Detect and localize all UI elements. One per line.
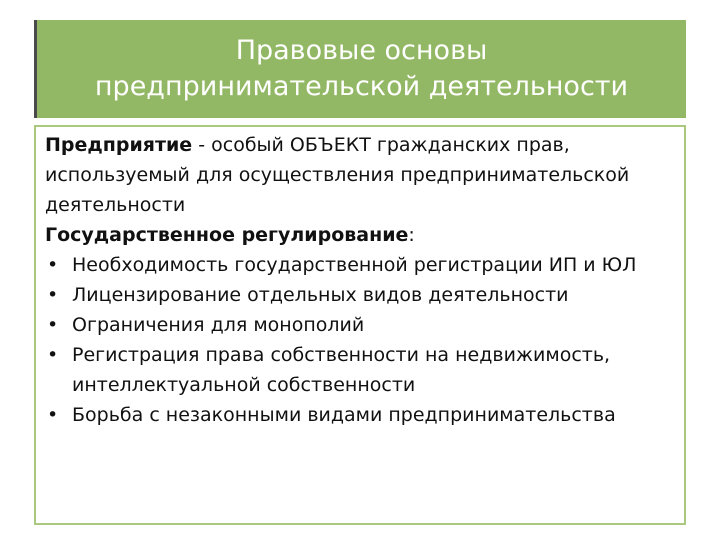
bullet-icon: • (47, 254, 59, 276)
list-item (45, 280, 675, 310)
list-item-text: Регистрация права собственности на недвижимость, интеллектуальной собственности (72, 344, 611, 396)
regulation-heading-text: Государственное регулирование (45, 224, 409, 246)
title-banner (34, 20, 686, 118)
content-box (34, 125, 686, 525)
list-item-text: Лицензирование отдельных видов деятельности (72, 284, 569, 306)
bullet-icon: • (47, 284, 59, 306)
regulation-list (45, 250, 675, 430)
bullet-icon: • (47, 314, 59, 336)
list-item-text: Борьба с незаконными видами предпринимательства (72, 404, 616, 426)
definition-paragraph (45, 130, 675, 220)
list-item (45, 310, 675, 340)
list-item-text: Необходимость государственной регистрации ИП и ЮЛ (72, 254, 637, 276)
definition-term: Предприятие (45, 134, 193, 156)
bullet-icon: • (47, 404, 59, 426)
list-item (45, 340, 675, 400)
bullet-icon: • (47, 344, 59, 366)
list-item-text: Ограничения для монополий (72, 314, 365, 336)
list-item (45, 400, 675, 430)
title-line-2: предпринимательской деятельности (94, 71, 629, 102)
definition-text: - особый ОБЪЕКТ гражданских прав, используемый для осуществления предпринимательской деятельности (45, 134, 630, 216)
regulation-heading (45, 220, 675, 250)
content-text (45, 130, 675, 430)
title-line-1: Правовые основы (235, 35, 488, 66)
regulation-heading-colon: : (408, 224, 415, 246)
list-item (45, 250, 675, 280)
